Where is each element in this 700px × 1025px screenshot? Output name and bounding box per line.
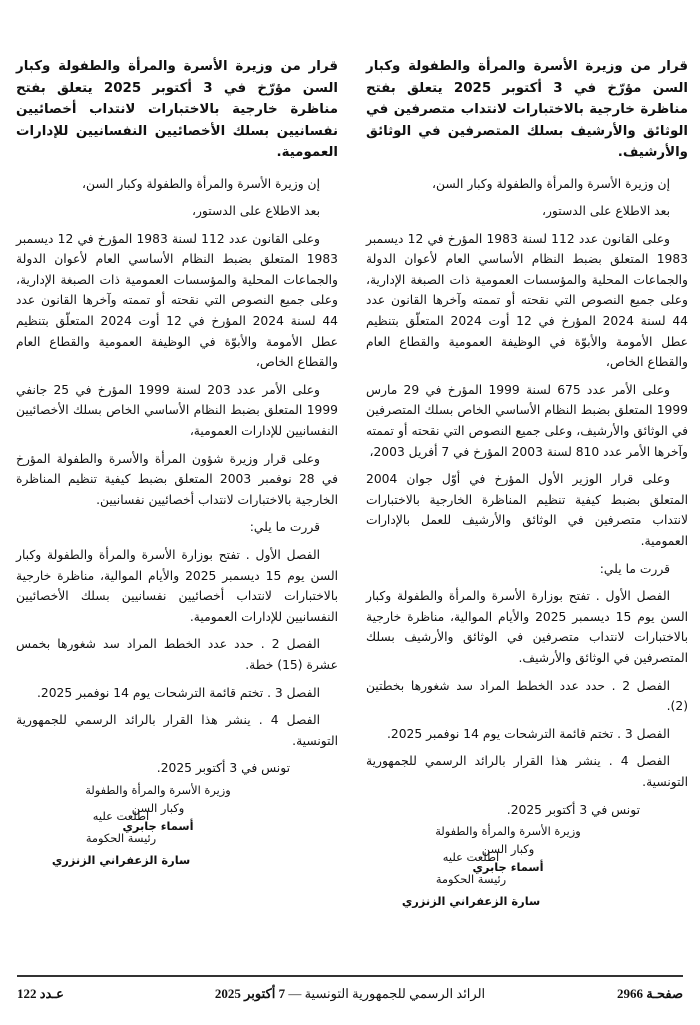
left-column [16,56,338,877]
right-column [366,56,688,918]
article-1: الفصل الأول . تفتح بوزارة الأسرة والمرأة والطفولة وكبار السن يوم 15 ديسمبر 2025 والأيام الموالية، مناظرة خارجية بالاختبارات لانتداب متصرفين في الوثائق والأرشيف بسلك المتصرفين في الوثائق والأرشيف. [366,589,688,665]
signatures [16,781,338,877]
signatures [366,822,688,918]
seen-label: اطلعت عليه [442,850,500,865]
decree-intro: إن وزيرة الأسرة والمرأة والطفولة وكبار السن، [432,176,670,191]
constitution-ref: بعد الاطلاع على الدستور، [542,204,670,219]
page-number: صفحـة 2966 [616,986,683,1001]
article-2: الفصل 2 . حدد عدد الخطط المراد سد شغورها بخمس عشرة (15) خطة. [16,637,338,672]
pm-name: سارة الزعفراني الزنزري [51,852,191,867]
constitution-ref: بعد الاطلاع على الدستور، [192,204,320,219]
decree-intro: إن وزيرة الأسرة والمرأة والطفولة وكبار السن، [82,176,320,191]
pm-title: رئيسة الحكومة [435,872,507,887]
decided-heading: قررت ما يلي: [599,561,670,576]
pm-order-ref: وعلى قرار الوزير الأول المؤرخ في أوّل جوان 2004 المتعلق بضبط كيفية تنظيم المناظرة الخارجية بالاختبارات لانتداب متصرفين في الوثائق والأرشيف للعمل بالإدارات العمومية. [366,472,688,548]
place-date: تونس في 3 أكتوبر 2025. [506,802,640,817]
ministry-order-ref: وعلى قرار وزيرة شؤون المرأة والأسرة والطفولة المؤرخ في 28 نوفمبر 2003 المتعلق بضبط كيفية تنظيم المناظرة الخارجية بالاختبارات لانتداب أخصائيين نفسانيين. [16,451,338,507]
article-3: الفصل 3 . تختم قائمة الترشحات يوم 14 نوفمبر 2025. [386,726,670,741]
decree-title: قرار من وزيرة الأسرة والمرأة والطفولة وكبار السن مؤرّخ في 3 أكتوبر 2025 يتعلق بفتح مناظرة خارجية بالاختبارات لانتداب أخصائيين نفسانيين بسلك الأخصائيين النفسانيين للإدارات العمومية. [16,59,338,160]
pm-approval-block [36,807,206,869]
journal-date: 7 أكتوبر 2025 [214,986,286,1001]
article-1: الفصل الأول . تفتح بوزارة الأسرة والمرأة والطفولة وكبار السن يوم 15 ديسمبر 2025 والأيام الموالية، مناظرة خارجية بالاختبارات لانتداب أخصائيين نفسانيين بسلك الأخصائيين النفسانيين للإدارات العمومية. [16,548,338,624]
article-4: الفصل 4 . ينشر هذا القرار بالرائد الرسمي للجمهورية التونسية. [16,713,338,748]
pm-title: رئيسة الحكومة [85,830,157,845]
decree-title: قرار من وزيرة الأسرة والمرأة والطفولة وكبار السن مؤرّخ في 3 أكتوبر 2025 يتعلق بفتح مناظرة خارجية بالاختبارات لانتداب متصرفين في الوثائق والأرشيف بسلك المتصرفين في الوثائق والأرشيف. [366,59,688,160]
minister-title-line2: وكبار السن [481,842,535,857]
minister-title-line1: وزيرة الأسرة والمرأة والطفولة [85,782,231,797]
decided-heading: قررت ما يلي: [249,520,320,535]
minister-name: أسماء جابري [122,818,194,833]
pm-name: سارة الزعفراني الزنزري [401,894,541,909]
footer-rule [17,975,683,977]
law-1983-ref: وعلى القانون عدد 112 لسنة 1983 المؤرخ في 12 ديسمبر 1983 المتعلق بضبط النظام الأساسي العام لأعوان الدولة والجماعات المحلية والمؤسسات العمومية ذات الصبغة الإدارية، وعلى جميع النصوص التي نقحته أو تممته وآخرها القانون عدد 44 لسنة 2024 المؤرخ في 12 أوت 2024 المتعلّق بتنظيم عطل الأمومة والأبوّة في الوظيفة العمومية والقطاع العام والقطاع الخاص، [16,231,339,370]
minister-title-line1: وزيرة الأسرة والمرأة والطفولة [435,824,581,839]
seen-label: اطلعت عليه [92,808,150,823]
pm-approval-block [386,848,556,910]
decree-1999-ref: وعلى الأمر عدد 675 لسنة 1999 المؤرخ في 29 مارس 1999 المتعلق بضبط النظام الأساسي الخاص بسلك المتصرفين في الوثائق والأرشيف، وعلى جميع النصوص التي نقحته أو تممته وآخرها الأمر عدد 810 لسنة 2003 المؤرخ في 7 أفريل 2003، [366,382,688,459]
article-2: الفصل 2 . حدد عدد الخطط المراد سد شغورها بخطتين (2). [366,678,688,714]
page-footer [17,986,683,1006]
issue-number: عـدد 122 [17,986,64,1001]
minister-title-line2: وكبار السن [131,800,185,815]
decree-1999-ref: وعلى الأمر عدد 203 لسنة 1999 المؤرخ في 25 جانفي 1999 المتعلق بضبط النظام الأساسي الخاص بسلك الأخصائيين النفسانيين للإدارات العمومية، [16,382,338,439]
law-1983-ref: وعلى القانون عدد 112 لسنة 1983 المؤرخ في 12 ديسمبر 1983 المتعلق بضبط النظام الأساسي العام لأعوان الدولة والجماعات المحلية والمؤسسات العمومية ذات الصبغة الإدارية، وعلى جميع النصوص التي نقحته أو تممته وآخرها القانون عدد 44 لسنة 2024 المؤرخ في 12 أوت 2024 المتعلّق بتنظيم عطل الأمومة والأبوّة في الوظيفة العمومية والقطاع العام والقطاع الخاص، [366,231,689,370]
minister-name: أسماء جابري [472,860,544,875]
journal-name: الرائد الرسمي للجمهورية التونسية — [288,986,486,1001]
place-date: تونس في 3 أكتوبر 2025. [156,761,290,776]
article-3: الفصل 3 . تختم قائمة الترشحات يوم 14 نوفمبر 2025. [36,685,320,700]
journal-line [17,986,683,1002]
article-4: الفصل 4 . ينشر هذا القرار بالرائد الرسمي للجمهورية التونسية. [366,754,688,789]
